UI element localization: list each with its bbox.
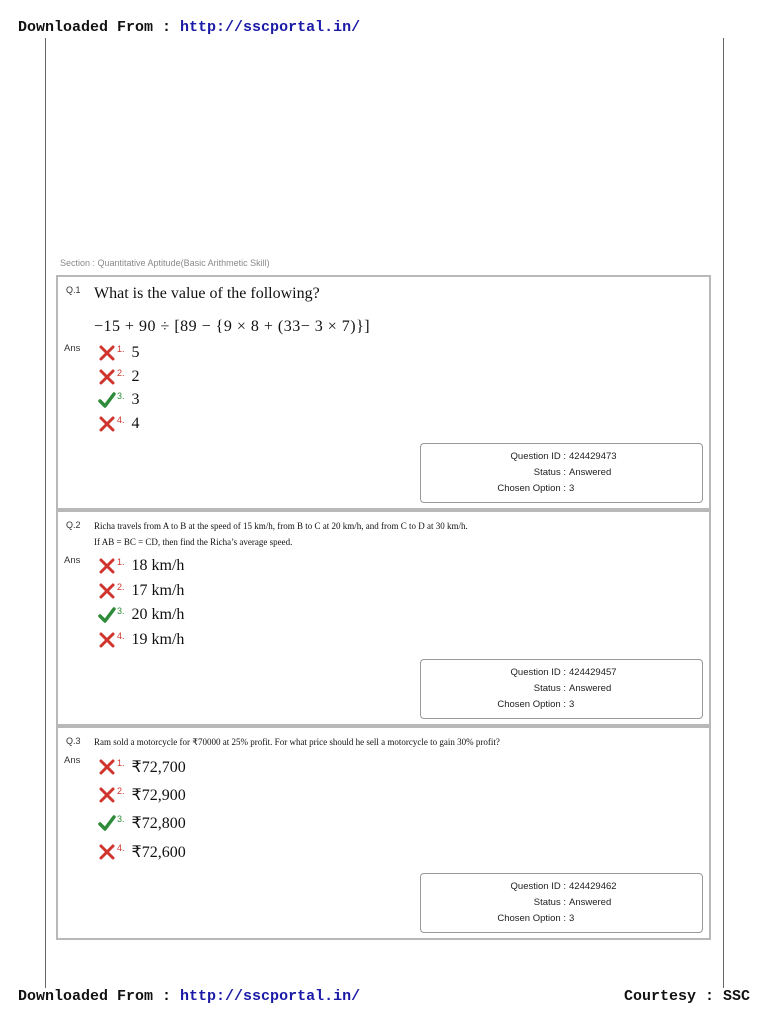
question-id-row xyxy=(421,881,702,892)
option-number: 1. xyxy=(117,758,125,768)
question-id-value: 424429462 xyxy=(569,881,617,892)
option-3 xyxy=(98,812,186,834)
question-text-line-2: If AB = BC = CD, then find the Richa’s average speed. xyxy=(94,537,293,547)
option-number: 1. xyxy=(117,344,125,354)
question-info-box xyxy=(420,659,703,719)
footer-url-link[interactable]: http://sscportal.in/ xyxy=(180,988,361,1005)
option-4 xyxy=(98,841,186,863)
option-text: 3 xyxy=(131,391,140,408)
option-text: 19 km/h xyxy=(131,631,185,648)
ans-label: Ans xyxy=(64,343,81,354)
question-text: What is the value of the following? xyxy=(94,285,320,302)
chosen-option-row xyxy=(421,699,702,710)
option-4 xyxy=(98,629,184,651)
option-3 xyxy=(98,604,184,626)
question-number: Q.2 xyxy=(66,520,81,530)
option-number: 1. xyxy=(117,557,125,567)
status-value: Answered xyxy=(569,467,612,478)
option-text: ₹72,800 xyxy=(131,815,186,832)
status-value: Answered xyxy=(569,897,612,908)
chosen-option-label: Chosen Option : xyxy=(497,483,566,494)
cross-icon xyxy=(98,368,116,386)
option-text: 5 xyxy=(131,344,140,361)
chosen-option-row xyxy=(421,913,702,924)
option-2 xyxy=(98,580,184,602)
footer-courtesy: Courtesy : SSC xyxy=(623,988,750,1005)
option-3 xyxy=(98,389,140,411)
question-number: Q.3 xyxy=(66,736,81,746)
cross-icon xyxy=(98,344,116,362)
option-number: 4. xyxy=(117,631,125,641)
option-number: 3. xyxy=(117,606,125,616)
question-id-value: 424429457 xyxy=(569,667,617,678)
option-number: 3. xyxy=(117,814,125,824)
status-label: Status : xyxy=(533,467,566,478)
footer-prefix: Downloaded From : xyxy=(18,988,172,1005)
header-prefix: Downloaded From : xyxy=(18,19,172,36)
question-id-label: Question ID : xyxy=(510,667,566,678)
option-1 xyxy=(98,342,140,364)
ans-label: Ans xyxy=(64,555,81,566)
cross-icon xyxy=(98,758,116,776)
option-2 xyxy=(98,366,140,388)
option-2 xyxy=(98,784,186,806)
ans-label: Ans xyxy=(64,755,81,766)
status-row xyxy=(421,897,702,908)
status-row xyxy=(421,467,702,478)
option-text: 2 xyxy=(131,368,140,385)
option-number: 3. xyxy=(117,391,125,401)
option-number: 2. xyxy=(117,582,125,592)
chosen-option-value: 3 xyxy=(569,699,575,710)
check-icon xyxy=(98,391,116,409)
chosen-option-label: Chosen Option : xyxy=(497,699,566,710)
chosen-option-value: 3 xyxy=(569,483,575,494)
question-id-label: Question ID : xyxy=(510,881,566,892)
cross-icon xyxy=(98,786,116,804)
cross-icon xyxy=(98,843,116,861)
question-id-value: 424429473 xyxy=(569,451,617,462)
chosen-option-row xyxy=(421,483,702,494)
option-text: ₹72,700 xyxy=(131,759,186,776)
header-source-line xyxy=(18,19,360,36)
option-text: 4 xyxy=(131,415,140,432)
status-value: Answered xyxy=(569,683,612,694)
status-row xyxy=(421,683,702,694)
option-4 xyxy=(98,413,140,435)
question-id-row xyxy=(421,667,702,678)
footer-source-line xyxy=(18,988,360,1005)
left-page-border xyxy=(45,38,46,988)
question-id-label: Question ID : xyxy=(510,451,566,462)
section-label: Section : Quantitative Aptitude(Basic Arithmetic Skill) xyxy=(60,258,270,268)
cross-icon xyxy=(98,557,116,575)
status-label: Status : xyxy=(533,897,566,908)
option-number: 4. xyxy=(117,843,125,853)
option-number: 2. xyxy=(117,786,125,796)
question-info-box xyxy=(420,443,703,503)
question-text-line-1: Richa travels from A to B at the speed of 15 km/h, from B to C at 20 km/h, and from C to D at 30 km/h. xyxy=(94,521,468,531)
option-text: ₹72,900 xyxy=(131,787,186,804)
question-card-1 xyxy=(56,275,711,510)
cross-icon xyxy=(98,631,116,649)
question-info-box xyxy=(420,873,703,933)
chosen-option-value: 3 xyxy=(569,913,575,924)
option-text: 20 km/h xyxy=(131,606,185,623)
check-icon xyxy=(98,606,116,624)
right-page-border xyxy=(723,38,724,988)
cross-icon xyxy=(98,415,116,433)
option-text: ₹72,600 xyxy=(131,844,186,861)
question-expression: −15 + 90 ÷ [89 − {9 × 8 + (33− 3 × 7)}] xyxy=(94,318,371,335)
question-card-3 xyxy=(56,726,711,940)
question-id-row xyxy=(421,451,702,462)
question-card-2 xyxy=(56,510,711,726)
option-number: 2. xyxy=(117,368,125,378)
option-text: 17 km/h xyxy=(131,582,185,599)
check-icon xyxy=(98,814,116,832)
question-text: Ram sold a motorcycle for ₹70000 at 25% profit. For what price should he sell a motorcycle to gain 30% profit? xyxy=(94,737,500,747)
status-label: Status : xyxy=(533,683,566,694)
option-1 xyxy=(98,756,186,778)
question-number: Q.1 xyxy=(66,285,81,295)
chosen-option-label: Chosen Option : xyxy=(497,913,566,924)
option-1 xyxy=(98,555,184,577)
header-url-link[interactable]: http://sscportal.in/ xyxy=(180,19,361,36)
option-text: 18 km/h xyxy=(131,557,185,574)
cross-icon xyxy=(98,582,116,600)
option-number: 4. xyxy=(117,415,125,425)
